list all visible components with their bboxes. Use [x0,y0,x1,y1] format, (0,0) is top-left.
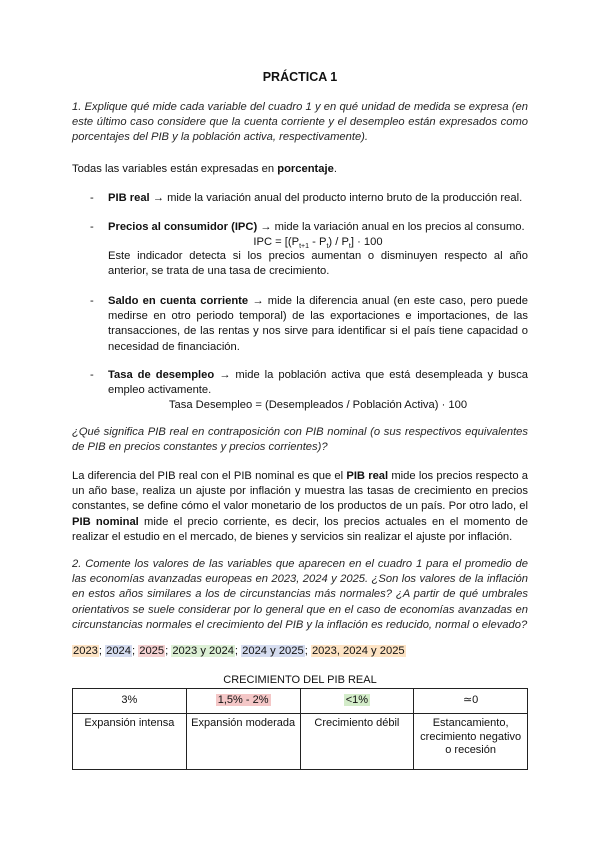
bullet-text: → mide la variación anual del producto interno bruto de la producción real. [149,192,523,204]
legend-item: 2024 [106,645,131,657]
table-row [73,689,528,714]
bullet-text: → mide la población activa que está desempleada y busca empleo activamente. [108,369,529,397]
intro-bold: porcentaje [277,163,334,175]
table-row [73,714,528,770]
intro-suffix: . [333,163,337,175]
legend-item: 2023 y 2024 [172,645,234,657]
question-pib: ¿Qué significa PIB real en contraposición con PIB nominal (o sus respectivos equivalentes de PIB en precios constantes y precios corrientes)? [72,426,528,454]
bullet-saldo [108,294,528,355]
growth-label: Expansión moderada [186,714,300,770]
answer-bold-pib-real: PIB real [346,470,389,482]
growth-value: <1% [345,693,369,706]
bullet-term: PIB real [108,192,150,204]
ipc-formula: IPC = $[(P_{t+1} - P_t) / P_t] \cdot 100$ [253,236,383,251]
color-legend [72,644,528,659]
growth-label: Estancamiento, crecimiento negativo o recesión [414,714,528,770]
growth-value: 3% [121,693,138,706]
bullet-text: → mide la diferencia anual (en este caso, pero puede medirse en otro periodo temporal) de las exportaciones e importaciones, de las transacciones, de las rentas y nos sirve para identificar si el país tiene capacidad o necesidad de financiación. [108,295,528,353]
intro-prefix: Todas las variables están expresadas en [72,163,278,175]
legend-item: 2025 [139,645,165,657]
ipc-note: Este indicador detecta si los precios aumentan o disminuyen respecto al año anterior, se trata de una tasa de crecimiento. [108,250,528,278]
bullet-term: Saldo en cuenta corriente [108,295,249,307]
table-caption: CRECIMIENTO DEL PIB REAL [223,674,377,686]
bullet-marker: - [90,221,94,233]
growth-label: Expansión intensa [73,714,187,770]
answer-paragraph: La diferencia del PIB real con el PIB nominal es que el PIB real mide los precios respecto a un año base, realiza un ajuste por inflación y muestra las tasas de crecimiento en precios constantes, se define cómo el valor monetario de los productos de un país. Por otro lado, el PIB nominal mide el precio corriente, es decir, los precios actuales en el momento de realizar el estudio en el mercado, de bienes y servicios sin realizar el ajuste por inflación. [72,470,528,543]
question-2: 2. Comente los valores de las variables que aparecen en el cuadro 1 para el promedio de las economías avanzadas europeas en 2023, 2024 y 2025. ¿Son los valores de la inflación en estos años similares a los de circunstancias más normales? ¿A partir de qué umbrales orientativos se suele considerar por lo general que en el caso de economías avanzadas en circunstancias normales el crecimiento del PIB y la inflación es reducido, normal o elevado? [72,558,528,631]
intro-paragraph [72,162,528,177]
growth-label: Crecimiento débil [300,714,414,770]
answer-bold-pib-nominal: PIB nominal [72,515,139,528]
table-cell [186,689,300,714]
table-cell [414,689,528,714]
table-cell [73,689,187,714]
question-1: 1. Explique qué mide cada variable del cuadro 1 y en qué unidad de medida se expresa (en este último caso considere que la cuenta corriente y el desempleo están expresados como porcentajes del PIB y la población activa, respectivamente). [72,101,528,144]
bullet-ipc [108,220,528,235]
legend-item: 2024 y 2025 [242,645,304,657]
bullet-text: → mide la variación anual en los precios al consumo. [257,221,525,233]
legend-separator: ; [132,645,139,657]
bullet-marker: - [90,192,94,204]
legend-separator: ; [304,645,311,657]
legend-separator: ; [98,645,106,657]
bullet-tasa [108,368,528,398]
table-cell [300,689,414,714]
bullet-marker: - [90,295,94,307]
legend-item: 2023, 2024 y 2025 [311,645,405,657]
legend-item: 2023 [73,645,98,657]
legend-separator: ; [234,645,242,657]
legend-separator: ; [165,645,172,657]
growth-value: ≃0 [462,693,479,706]
page-title: PRÁCTICA 1 [262,70,338,84]
bullet-term: Precios al consumidor (IPC) [108,221,258,233]
bullet-pib-real [108,191,528,206]
bullet-term: Tasa de desempleo [108,369,215,381]
bullet-marker: - [90,369,94,381]
growth-value: 1,5% - 2% [217,693,269,706]
tasa-formula: Tasa Desempleo = (Desempleados / Población Activa) · 100 [168,399,468,411]
growth-table [72,688,528,770]
